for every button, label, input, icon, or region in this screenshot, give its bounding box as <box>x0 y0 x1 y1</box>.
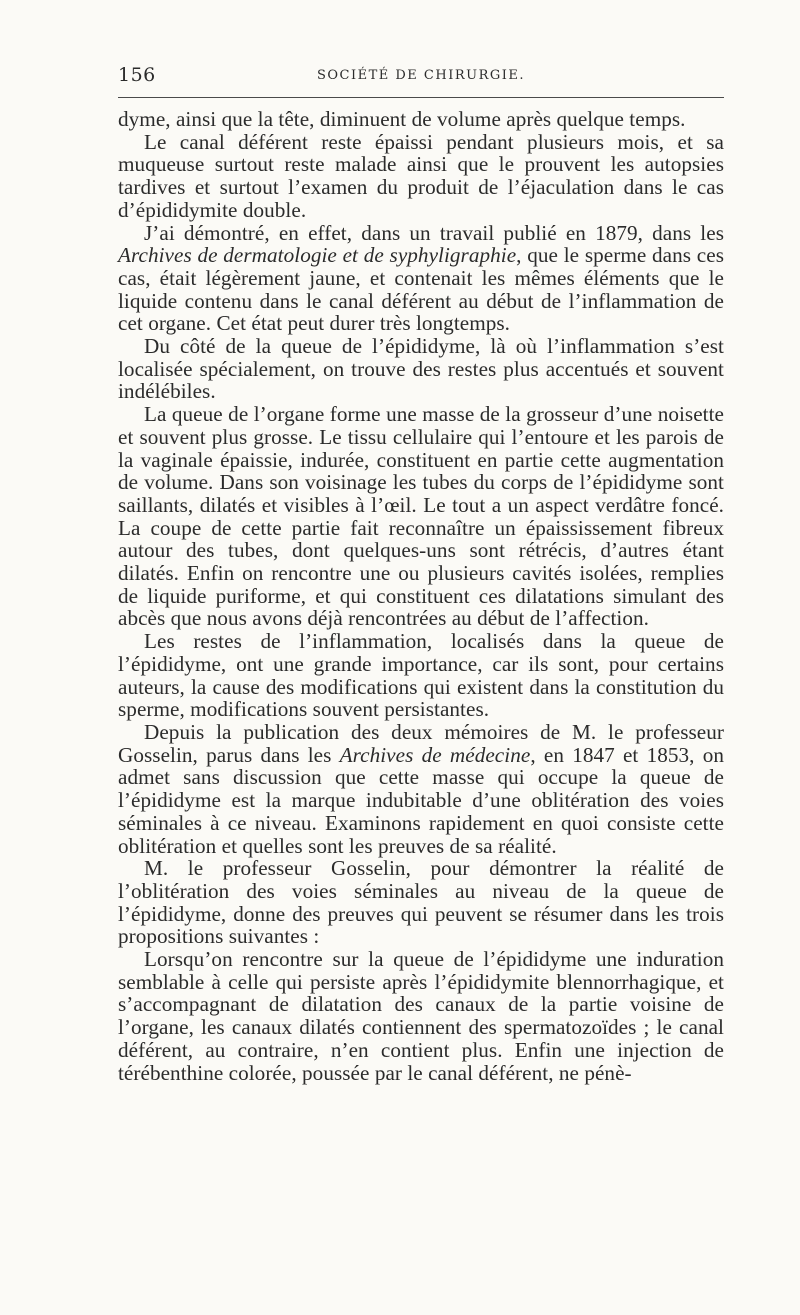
header-rule <box>118 97 724 98</box>
page-number: 156 <box>118 64 156 86</box>
paragraph <box>118 403 724 630</box>
paragraph <box>118 948 724 1084</box>
page-header <box>118 62 724 90</box>
body-text <box>118 108 724 1084</box>
paragraph-text: Lorsqu’on rencontre sur la queue de l’épididyme une induration semblable à celle qui persiste après l’épididymite blennorrhagique, et s’accompagnant de dilatation des canaux de la partie voisine de l’organe, les canaux dilatés contiennent des spermatozoïdes ; le canal déférent, au contraire, n’en contient plus. Enfin une injection de térébenthine colorée, poussée par le canal déférent, ne pénè- <box>118 947 724 1085</box>
journal-title: Archives de dermatologie et de syphyligraphie <box>118 243 517 268</box>
paragraph-text: Le canal déférent reste épaissi pendant plusieurs mois, et sa muqueuse surtout reste malade ainsi que le prouvent les autopsies tardives et surtout l’examen du produit de l’éjaculation dans le cas d’épididymite double. <box>118 129 724 222</box>
paragraph <box>118 335 724 403</box>
paragraph <box>118 222 724 336</box>
paragraph-text: La queue de l’organe forme une masse de la grosseur d’une noisette et souvent plus grosse. Le tissu cellulaire qui l’entoure et les parois de la vaginale épaissie, indurée, constituent en partie cette augmentation de volume. Dans son voisinage les tubes du corps de l’épididyme sont saillants, dilatés et visibles à l’œil. Le tout a un aspect verdâtre foncé. La coupe de cette partie fait reconnaître un épaississement fibreux autour des tubes, dont quelques-uns sont rétrécis, d’autres étant dilatés. Enfin on rencontre une ou plusieurs cavités isolées, remplies de liquide puriforme, et qui constituent ces dilatations simulant des abcès que nous avons déjà rencontrées au début de l’affection. <box>118 402 724 631</box>
paragraph-text: Depuis la publication des deux mémoires de M. le professeur Gosselin, parus dans les <box>118 719 724 767</box>
paragraph <box>118 131 724 222</box>
paragraph-text: Du côté de la queue de l’épididyme, là où l’inflammation s’est localisée spécialement, on trouve des restes plus accentués et souvent indélébiles. <box>118 334 724 404</box>
paragraph-text: , que le sperme dans ces cas, était légèrement jaune, et contenait les mêmes éléments que le liquide contenu dans le canal déférent au début de l’inflammation de cet organe. Cet état peut durer très longtemps. <box>118 243 724 336</box>
paragraph-text: Les restes de l’inflammation, localisés dans la queue de l’épididyme, ont une grande importance, car ils sont, pour certains auteurs, la cause des modifications qui existent dans la constitution du sperme, modifications souvent persistantes. <box>118 629 724 722</box>
paragraph <box>118 721 724 857</box>
paragraph-text: dyme, ainsi que la tête, diminuent de volume après quelque temps. <box>118 107 686 131</box>
paragraph <box>118 857 724 948</box>
paragraph-text: , en 1847 et 1853, on admet sans discussion que cette masse qui occupe la queue de l’épididyme est la marque indubitable d’une oblitération des voies séminales à ce niveau. Examinons rapidement en quoi consiste cette oblitération et quelles sont les preuves de sa réalité. <box>118 742 725 858</box>
paragraph-text: M. le professeur Gosselin, pour démontrer la réalité de l’oblitération des voies séminales au niveau de la queue de l’épididyme, donne des preuves qui peuvent se résumer dans les trois propositions suivantes : <box>118 856 724 949</box>
paragraph-text: J’ai démontré, en effet, dans un travail publié en 1879, dans les <box>144 220 724 245</box>
paragraph <box>118 108 724 131</box>
running-head: SOCIÉTÉ DE CHIRURGIE. <box>316 68 526 83</box>
book-page <box>118 62 724 1084</box>
journal-title: Archives de médecine <box>339 742 531 767</box>
paragraph <box>118 630 724 721</box>
